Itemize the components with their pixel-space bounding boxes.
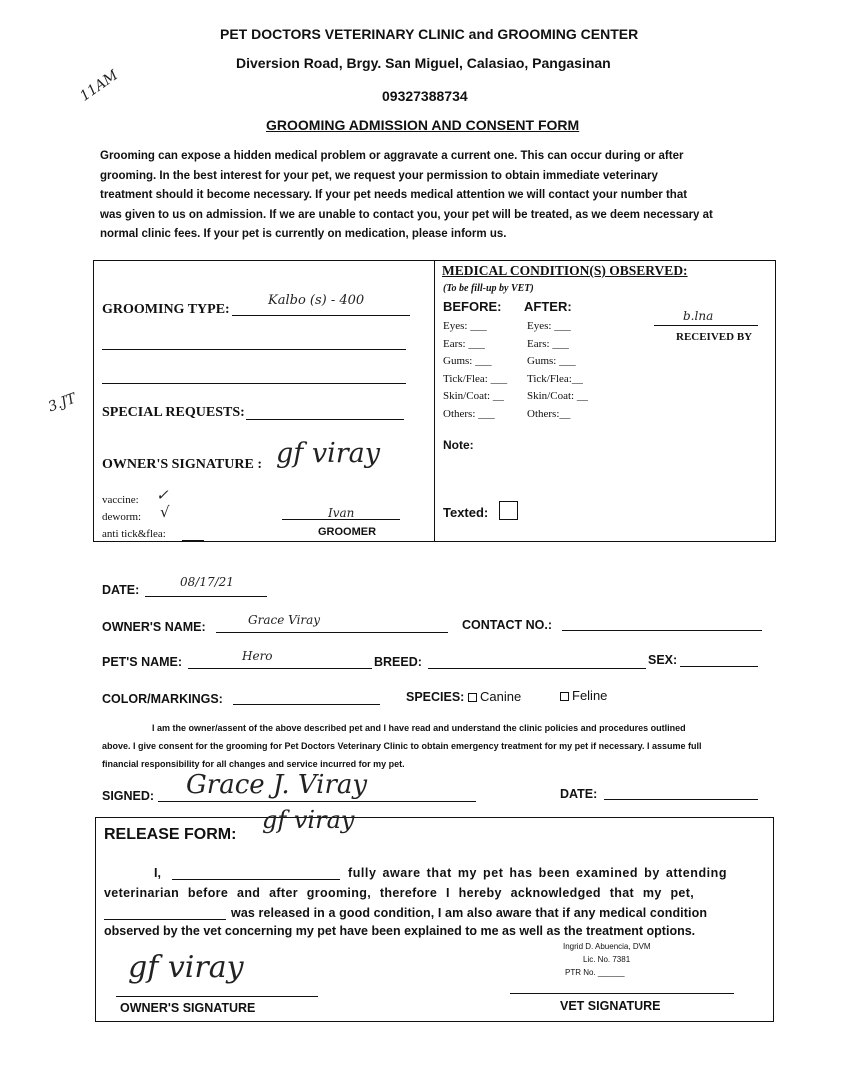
special-requests-label: SPECIAL REQUESTS: — [102, 405, 245, 420]
vet-signature-line[interactable] — [510, 993, 734, 994]
margin-note-time: 11AM — [77, 67, 122, 105]
anti-tick-flea-label: anti tick&flea: — [102, 528, 166, 540]
color-markings-line[interactable] — [233, 704, 380, 705]
canine-checkbox[interactable] — [468, 693, 477, 702]
after-item-tick-flea: Tick/Flea:__ — [527, 372, 583, 385]
after-item-skin-coat: Skin/Coat: __ — [527, 390, 588, 402]
release-line-4: observed by the vet concerning my pet have been explained to me as well as the treatment options. — [104, 924, 696, 938]
received-by-line[interactable] — [654, 325, 758, 326]
before-item-ears: Ears: ___ — [443, 337, 485, 350]
special-requests-line[interactable] — [246, 419, 404, 420]
feline-checkbox[interactable] — [560, 692, 569, 701]
owner-signature-label: OWNER'S SIGNATURE : — [102, 457, 262, 472]
vaccine-check: ✓ — [156, 486, 169, 504]
owner-name-value: Grace Viray — [248, 613, 321, 627]
pet-name-label: PET'S NAME: — [102, 655, 183, 669]
grooming-type-line-2[interactable] — [102, 349, 406, 350]
contact-line[interactable] — [562, 630, 762, 631]
vet-stamp — [563, 940, 651, 979]
texted-label: Texted: — [443, 505, 489, 520]
groomer-line[interactable] — [282, 519, 400, 520]
received-by-label: RECEIVED BY — [676, 331, 753, 343]
vet-stamp-license: Lic. No. 7381 — [583, 955, 631, 964]
vaccine-label: vaccine: — [102, 494, 139, 506]
before-item-others: Others: ___ — [443, 407, 495, 420]
intro-line: was given to us on admission. If we are unable to contact you, your pet will be treated, as we deem necessary at — [100, 208, 713, 221]
contact-label: CONTACT NO.: — [462, 618, 553, 632]
medical-title: MEDICAL CONDITION(S) OBSERVED: — [442, 263, 688, 278]
box-divider — [434, 260, 435, 541]
clinic-name: PET DOCTORS VETERINARY CLINIC and GROOMING CENTER — [220, 26, 639, 42]
after-label: AFTER: — [524, 299, 572, 314]
clinic-address: Diversion Road, Brgy. San Miguel, Calasiao, Pangasinan — [236, 55, 611, 71]
date-value: 08/17/21 — [180, 575, 234, 589]
before-item-tick-flea: Tick/Flea: ___ — [443, 372, 508, 385]
release-title: RELEASE FORM: — [104, 826, 237, 843]
intro-paragraph — [100, 147, 765, 245]
release-name-line[interactable] — [172, 879, 340, 880]
release-line-3: was released in a good condition, I am also aware that if any medical condition — [231, 906, 708, 920]
after-item-eyes: Eyes: ___ — [527, 320, 571, 332]
consent-line: above. I give consent for the grooming for Pet Doctors Veterinary Clinic to obtain emergency treatment for my pet if necessary. I assume full — [102, 741, 702, 751]
deworm-label: deworm: — [102, 511, 142, 523]
date-label: DATE: — [102, 583, 140, 597]
species-feline-option[interactable]: Feline — [560, 688, 607, 703]
signed-date-label: DATE: — [560, 787, 598, 801]
sex-label: SEX: — [648, 653, 678, 667]
consent-line: financial responsibility for all changes and service incurred for my pet. — [102, 759, 405, 769]
pet-name-value: Hero — [242, 649, 273, 663]
after-items — [527, 318, 588, 423]
before-item-skin-coat: Skin/Coat: __ — [443, 390, 504, 402]
grooming-type-line[interactable] — [232, 315, 410, 316]
consent-line: I am the owner/assent of the above described pet and I have read and understand the clinic policies and procedures outlined — [152, 723, 686, 733]
deworm-check: √ — [160, 503, 170, 521]
color-markings-label: COLOR/MARKINGS: — [102, 692, 223, 706]
species-canine-option[interactable]: Canine — [468, 689, 521, 704]
after-item-others: Others:__ — [527, 407, 571, 420]
vet-stamp-name: Ingrid D. Abuencia, DVM — [563, 942, 651, 951]
species-label: SPECIES: — [406, 690, 465, 704]
release-pet-line[interactable] — [104, 919, 226, 920]
before-item-eyes: Eyes: ___ — [443, 320, 487, 332]
release-owner-signature: gf viray — [128, 950, 244, 985]
before-items — [443, 318, 507, 423]
after-item-gums: Gums: ___ — [527, 355, 576, 367]
note-label: Note: — [443, 438, 474, 452]
release-prefix: I, — [154, 866, 161, 880]
texted-checkbox[interactable] — [499, 501, 518, 520]
owner-signature-value: gf viray — [276, 438, 381, 469]
received-by-value: b.lna — [683, 309, 714, 323]
intro-line: grooming. In the best interest for your pet, we request your permission to obtain immediate veterinary — [100, 169, 658, 182]
medical-subtitle: (To be fill-up by VET) — [443, 283, 534, 294]
before-label: BEFORE: — [443, 299, 502, 314]
grooming-type-value: Kalbo (s) - 400 — [268, 293, 365, 308]
signed-initials: gf viray — [262, 806, 355, 834]
grooming-type-label: GROOMING TYPE: — [102, 302, 230, 317]
vet-stamp-ptr: PTR No. ______ — [565, 968, 625, 977]
owner-name-line[interactable] — [216, 632, 448, 633]
form-title: GROOMING ADMISSION AND CONSENT FORM — [266, 117, 580, 133]
sex-line[interactable] — [680, 666, 758, 667]
groomer-label: GROOMER — [318, 526, 377, 538]
margin-note-initials: 3.JT — [46, 390, 79, 416]
pet-name-line[interactable] — [188, 668, 372, 669]
owner-signature-line[interactable] — [116, 996, 318, 997]
release-line-2: veterinarian before and after grooming, therefore I hereby acknowledged that my pet, — [104, 886, 695, 900]
grooming-type-line-3[interactable] — [102, 383, 406, 384]
intro-line: Grooming can expose a hidden medical problem or aggravate a current one. This can occur during or after — [100, 150, 684, 162]
signed-date-line[interactable] — [604, 799, 758, 800]
signed-line[interactable] — [158, 801, 476, 802]
before-item-gums: Gums: ___ — [443, 355, 492, 367]
release-owner-label: OWNER'S SIGNATURE — [120, 1001, 256, 1015]
intro-line: treatment should it become necessary. If your pet needs medical attention we will contact your number that — [100, 189, 688, 201]
vet-signature-label: VET SIGNATURE — [560, 999, 661, 1013]
release-line-1: fully aware that my pet has been examined by attending — [348, 866, 728, 880]
owner-name-label: OWNER'S NAME: — [102, 620, 206, 634]
consent-paragraph — [102, 719, 764, 773]
date-line[interactable] — [145, 596, 267, 597]
intro-line: normal clinic fees. If your pet is currently on medication, please inform us. — [100, 228, 507, 240]
breed-line[interactable] — [428, 668, 646, 669]
anti-tick-flea-line[interactable] — [182, 540, 204, 541]
signed-value: Grace J. Viray — [186, 770, 368, 800]
signed-label: SIGNED: — [102, 789, 155, 803]
breed-label: BREED: — [374, 655, 422, 669]
clinic-phone: 09327388734 — [382, 88, 468, 104]
groomer-value: Ivan — [328, 506, 355, 520]
after-item-ears: Ears: ___ — [527, 337, 569, 350]
